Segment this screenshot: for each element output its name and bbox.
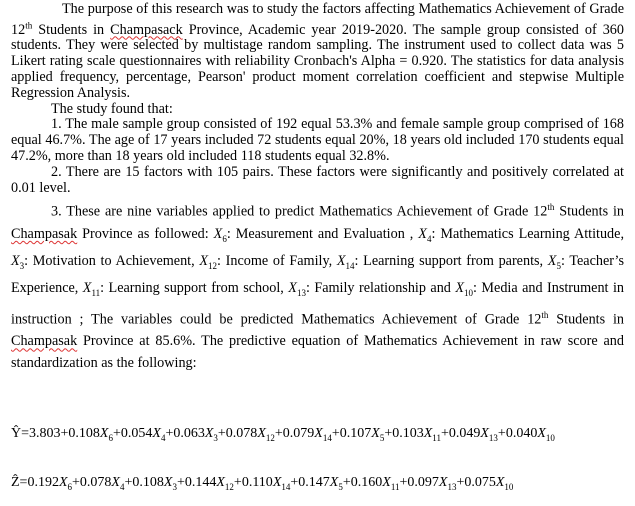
var-x6: X — [213, 226, 223, 243]
subscript: 5 — [556, 260, 561, 271]
text-run: Province as followed: — [77, 226, 214, 243]
ordinal-suffix: th — [541, 309, 549, 320]
study-found-heading: The study found that: — [51, 100, 173, 117]
var-x10: X — [455, 279, 465, 296]
province-name: Champasak — [11, 333, 78, 350]
var-x5: X — [547, 252, 557, 269]
province-name: Champasak — [11, 226, 78, 243]
text-run: : Income of Family, — [217, 252, 337, 269]
subscript: 6 — [222, 233, 227, 244]
subscript: 14 — [345, 260, 355, 271]
abstract-body — [11, 2, 624, 374]
text-run: Province at 85.6%. The predictive equation of Mathematics Achievement in raw score and standardization as the following: — [11, 333, 624, 372]
finding-1: 1. The male sample group consisted of 192 equal 53.3% and female sample group comprised of 168 equal 46.7%. The age of 17 years included 72 students equal 20%, 18 years old included 170 students equal 47.2%, more than 18 years old included 118 students equal 32.8%. — [11, 116, 624, 164]
text-run: : Measurement and Evaluation , — [226, 226, 419, 243]
purpose-paragraph — [11, 2, 624, 102]
purpose-text: The purpose of this research was to study the factors affecting Mathematics Achievement of Grade 12th Students in Champasack Province, Academic year 2019-2020. The sample group consisted of 360 students. They were selected by multistage random sampling. The instrument used to collect data was 5 Likert rating scale questionnaires with reliability Cronbach's Alpha = 0.920. The statistics for data analysis applied frequency, percentage, Pearson' product moment correlation coefficient and stepwise Multiple Regression Analysis. — [11, 1, 624, 101]
subscript: 3 — [19, 260, 25, 271]
text-run: : Learning support from parents, — [354, 252, 548, 269]
text-run: : Media and Instrument in instruction ; The variables could be predicted Mathematics Achievement of Grade 12 — [11, 279, 624, 328]
subscript: 11 — [91, 287, 101, 298]
var-x3: X — [11, 252, 20, 269]
var-x12: X — [199, 252, 209, 269]
finding-3-lead: 3. These are nine variables applied to predict Mathematics Achievement of Grade 12 — [51, 204, 548, 221]
finding-2: 2. There are 15 factors with 105 pairs. These factors were significantly and positively correlated at 0.01 level. — [11, 163, 624, 196]
subscript: 10 — [464, 287, 474, 298]
text-run: : Teacher’s Experience, — [11, 252, 624, 296]
text-run: : Mathematics Learning Attitude, — [431, 226, 624, 243]
standardized-equation: $Ẑ=0.192X_6+0.078X_4+0.108X_3+0.144X_{12}+0.110X_{14}+0.147X_5+0.160X_{11}+0.097X_{13}+0.075X_{10}$ — [11, 475, 514, 492]
ordinal-suffix: th — [547, 202, 555, 213]
subscript: 4 — [426, 233, 432, 244]
finding-3 — [11, 196, 624, 374]
var-x13: X — [288, 279, 297, 296]
text-run: Students in — [554, 204, 624, 221]
text-run: : Family relationship and — [305, 279, 456, 296]
subscript: 12 — [208, 260, 218, 271]
var-x14: X — [336, 252, 346, 269]
var-x11: X — [82, 279, 92, 296]
text-run: : Learning support from school, — [100, 279, 289, 296]
raw-score-equation: $Ŷ=3.803+0.108X_6+0.054X_4+0.063X_3+0.078X_{12}+0.079X_{14}+0.107X_5+0.103X_{11}+0.049X_{13}+0.040X_{10}$ — [11, 426, 555, 443]
text-run: Students in — [548, 311, 624, 328]
text-run: : Motivation to Achievement, — [24, 252, 200, 269]
var-x4: X — [418, 226, 427, 243]
subscript: 13 — [296, 287, 306, 298]
